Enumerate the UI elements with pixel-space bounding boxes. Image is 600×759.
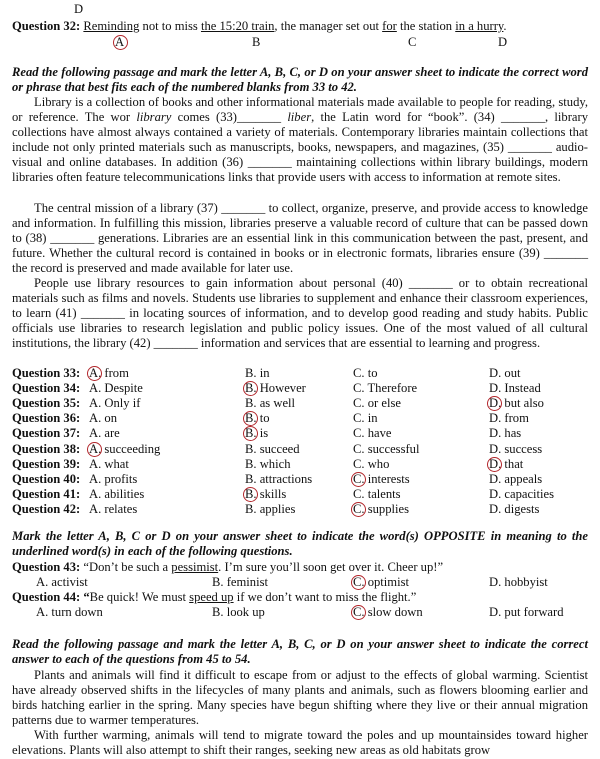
question-row	[12, 411, 588, 426]
paragraph-text: comes (33)_______	[171, 110, 288, 125]
option-text: feminist	[223, 575, 268, 589]
underlined-word: pessimist	[171, 560, 219, 574]
option-letter: C.	[353, 441, 365, 456]
answer-option	[353, 442, 419, 457]
answer-option	[353, 396, 401, 411]
option-letter: A.	[89, 501, 102, 516]
question-label: Question 36:	[12, 411, 81, 426]
option-text: capacities	[501, 486, 555, 501]
question-text: Be quick! We must	[89, 590, 190, 604]
answer-option	[489, 442, 542, 457]
option-text: Instead	[501, 381, 541, 396]
option-letter: B.	[212, 575, 224, 589]
option-text: who	[364, 456, 390, 471]
underlined-word-c: for	[382, 19, 397, 33]
answer-option	[89, 457, 129, 472]
option-letter: C.	[353, 366, 365, 380]
option-text: to	[364, 366, 378, 380]
answer-option	[489, 366, 521, 381]
option-letter: B.	[245, 426, 257, 441]
answer-option	[245, 381, 306, 396]
answer-option	[353, 457, 389, 472]
italic-word: library	[136, 110, 172, 125]
answer-option	[245, 411, 270, 426]
question-row	[12, 457, 588, 472]
question-text: .	[503, 19, 507, 33]
option-letter: A.	[89, 381, 102, 396]
answer-option	[89, 411, 117, 426]
question-44	[12, 590, 416, 605]
answer-option	[89, 487, 144, 502]
answer-option	[89, 396, 140, 411]
option-letter: A.	[89, 486, 102, 501]
option-text: digests	[501, 501, 540, 516]
question-row	[12, 605, 588, 620]
answer-option	[245, 396, 295, 411]
option-text: applies	[256, 501, 296, 516]
option-text: put forward	[501, 605, 564, 619]
option-letter: C.	[353, 381, 365, 396]
answer-option	[353, 366, 378, 381]
option-text: succeeding	[101, 441, 161, 456]
answer-option	[353, 575, 409, 590]
answer-option	[353, 426, 391, 441]
option-text: abilities	[101, 486, 145, 501]
answer-option	[89, 442, 160, 457]
option-letter: C.	[353, 605, 365, 619]
answer-option	[245, 442, 300, 457]
option-letter: B.	[245, 411, 257, 426]
option-letter: B.	[245, 501, 257, 516]
underlined-word-a: Reminding	[83, 19, 140, 33]
option-letter: D.	[489, 366, 502, 380]
option-text: on	[101, 411, 117, 426]
option-letter: A.	[89, 456, 102, 471]
answer-option	[89, 426, 120, 441]
question-label: Question 42:	[12, 501, 81, 516]
question-text: . I’m sure you’ll soon get over it. Cheer up!”	[218, 560, 444, 574]
question-row	[12, 366, 588, 381]
option-letter: D.	[489, 456, 502, 471]
option-text: but also	[501, 396, 544, 411]
passage-1-paragraph-1	[12, 95, 588, 186]
option-letter: B.	[245, 381, 257, 396]
question-row	[12, 396, 588, 411]
option-text: skills	[256, 486, 287, 501]
option-letter: C.	[353, 411, 365, 426]
question-label: Question 33:	[12, 366, 81, 380]
option-text: However	[256, 381, 306, 396]
question-label: Question 44: “	[12, 590, 90, 604]
question-label: Question 35:	[12, 396, 81, 411]
option-letter: D.	[489, 441, 502, 456]
q32-letter-c: C	[408, 35, 417, 49]
passage-1-paragraph-2: The central mission of a library (37) _______ to collect, organize, preserve, and provide access to knowledge and information. In fulfilling this mission, libraries preserve a valuable record of culture that can be passed down to (38) _______ generations. Libraries are an essential link in this communication between the past, present, and future. Whether the cultural record is contained in books or in electronic formats, libraries ensure (39) _______ the record is preserved and made available for later use.	[12, 201, 588, 276]
option-letter: B.	[245, 396, 257, 411]
option-text: as well	[256, 396, 296, 411]
option-text: are	[101, 426, 120, 441]
option-text: to	[256, 411, 270, 426]
option-text: in	[256, 366, 270, 380]
answer-option	[489, 487, 554, 502]
option-text: or else	[364, 396, 401, 411]
option-letter: A.	[89, 411, 102, 426]
answer-option	[245, 472, 312, 487]
q32-letter-b: B	[252, 35, 261, 49]
answer-option	[89, 381, 143, 396]
answer-option	[245, 487, 286, 502]
answer-option	[245, 426, 268, 441]
section-instruction-1: Read the following passage and mark the letter A, B, C, or D on your answer sheet to indicate the correct word or phrase that best fits each of the numbered blanks from 33 to 42.	[12, 65, 588, 95]
option-letter: B.	[245, 456, 257, 471]
option-text: that	[501, 456, 524, 471]
option-letter: C.	[353, 471, 365, 486]
option-letter: D.	[489, 471, 502, 486]
option-letter: A.	[89, 441, 102, 456]
paragraph-text: , the Latin word for “book”. (34) _______, library collections have almost always contained a variety of materials. Contemporary libraries maintain collections that include not only printed materials such as manuscripts, books, newspapers, and magazines, (35) _______ audio-visual and online databases. In addition (36) _______ maintaining collections within library buildings, modern libraries often feature telecommunications links that provide users with access to information at remote sites.	[12, 110, 588, 185]
section-instruction-2: Mark the letter A, B, C or D on your answer sheet to indicate the word(s) OPPOSITE in meaning to the underlined word(s) in each of the following questions.	[12, 529, 588, 559]
option-letter: C.	[353, 501, 365, 516]
answer-option	[489, 575, 548, 590]
option-letter: D.	[489, 411, 502, 426]
option-text: Only if	[101, 396, 141, 411]
question-label: Question 39:	[12, 456, 81, 471]
option-letter: D.	[489, 396, 502, 411]
answer-option	[489, 381, 541, 396]
option-letter: B.	[245, 486, 257, 501]
question-label: Question 32:	[12, 19, 81, 33]
answer-option	[36, 605, 103, 620]
option-letter: C.	[353, 456, 365, 471]
answer-option	[245, 502, 295, 517]
question-label: Question 34:	[12, 381, 81, 396]
question-row	[12, 442, 588, 457]
question-row	[12, 426, 588, 441]
underlined-word: speed up	[189, 590, 234, 604]
passage-1-paragraph-3: People use library resources to gain information about personal (40) _______ or to obtain recreational materials such as films and novels. Students use libraries to supplement and enhance their classroom experiences, to learn (41) _______ in locating sources of information, and to develop good reading and study habits. Public officials use libraries to research legislation and public policy issues. One of the most valued of all cultural institutions, the library (42) _______ information and services that are essential to learning and progress.	[12, 276, 588, 351]
option-text: is	[256, 426, 269, 441]
answer-option	[353, 411, 378, 426]
option-letter: A.	[89, 426, 102, 441]
question-43	[12, 560, 443, 575]
option-letter: C.	[353, 575, 365, 589]
answer-option	[36, 575, 88, 590]
question-row	[12, 487, 588, 502]
option-text: hobbyist	[501, 575, 548, 589]
option-letter: A.	[36, 575, 49, 589]
option-text: out	[501, 366, 521, 380]
question-text: “Don’t be such a	[80, 560, 172, 574]
italic-word: liber	[287, 110, 312, 125]
option-text: attractions	[256, 471, 313, 486]
option-text: relates	[101, 501, 138, 516]
option-text: what	[101, 456, 129, 471]
option-text: slow down	[364, 605, 423, 619]
question-text: not to miss	[139, 19, 201, 33]
question-label: Question 43:	[12, 560, 81, 574]
answer-option	[89, 472, 137, 487]
option-letter: C.	[353, 396, 365, 411]
option-letter: A.	[89, 366, 102, 380]
option-text: look up	[223, 605, 265, 619]
option-letter: B.	[245, 471, 257, 486]
question-row	[12, 502, 588, 517]
option-letter: B.	[212, 605, 224, 619]
answer-option	[489, 605, 564, 620]
option-letter: D.	[489, 381, 502, 396]
question-text: if we don’t want to miss the flight.”	[233, 590, 417, 604]
option-text: success	[501, 441, 543, 456]
option-letter: A.	[36, 605, 49, 619]
option-text: have	[364, 426, 392, 441]
option-text: which	[256, 456, 291, 471]
option-text: activist	[48, 575, 88, 589]
question-32	[12, 19, 507, 34]
passage-2-paragraph-2: With further warming, animals will tend to migrate toward the poles and up mountainsides toward higher elevations. Plants will also attempt to shift their ranges, seeking new areas as old habitats grow	[12, 728, 588, 758]
answer-option	[353, 381, 417, 396]
option-text: Therefore	[364, 381, 418, 396]
option-text: appeals	[501, 471, 543, 486]
option-letter: D.	[489, 486, 502, 501]
circled-answer-mark: A	[115, 35, 125, 49]
option-letter: D.	[489, 605, 502, 619]
option-text: successful	[364, 441, 420, 456]
answer-option	[489, 396, 544, 411]
option-letter: B.	[245, 441, 257, 456]
question-label: Question 37:	[12, 426, 81, 441]
answer-option	[489, 426, 521, 441]
option-letter: D.	[489, 575, 502, 589]
answer-option	[212, 605, 265, 620]
underlined-word-b: the 15:20 train	[200, 19, 275, 33]
question-label: Question 38:	[12, 441, 81, 456]
option-text: talents	[364, 486, 401, 501]
question-text: the station	[396, 19, 456, 33]
answer-option	[89, 502, 137, 517]
answer-option	[353, 472, 410, 487]
option-text: has	[501, 426, 522, 441]
answer-option	[353, 605, 423, 620]
answer-option	[489, 502, 539, 517]
option-text: profits	[101, 471, 138, 486]
answer-option	[489, 472, 542, 487]
answer-option	[89, 366, 129, 381]
option-letter: A.	[89, 471, 102, 486]
option-letter: C.	[353, 426, 365, 441]
paragraph-text: Library is a collection of books and other informational materials made available to people for reading, study, or reference. The wor	[12, 95, 588, 125]
option-letter: B.	[245, 366, 257, 380]
option-letter: C.	[353, 486, 365, 501]
q32-letter-a	[115, 35, 124, 50]
answer-option	[245, 457, 291, 472]
passage-2-paragraph-1: Plants and animals will find it difficult to escape from or adjust to the effects of global warming. Scientist have already observed shifts in the lifecycles of many plants and animals, such as flowers blooming earlier and birds hatching earlier in the spring. Many species have begun shifting where they live or their annual migration patterns due to warmer temperatures.	[12, 668, 588, 728]
answer-option	[353, 502, 409, 517]
option-text: interests	[364, 471, 410, 486]
option-letter: D.	[489, 501, 502, 516]
question-row	[12, 575, 588, 590]
question-row	[12, 381, 588, 396]
option-letter: D.	[489, 426, 502, 441]
answer-option	[489, 457, 523, 472]
option-text: supplies	[364, 501, 409, 516]
answer-option	[489, 411, 529, 426]
question-row	[12, 472, 588, 487]
previous-answer-letter: D	[74, 2, 84, 16]
answer-option	[353, 487, 401, 502]
option-text: from	[501, 411, 529, 426]
option-text: succeed	[256, 441, 300, 456]
option-text: Despite	[101, 381, 143, 396]
question-label: Question 41:	[12, 486, 81, 501]
q32-letter-d: D	[498, 35, 508, 49]
option-text: in	[364, 411, 378, 426]
option-text: from	[101, 366, 129, 380]
option-text: turn down	[48, 605, 103, 619]
option-letter: A.	[89, 396, 102, 411]
answer-option	[212, 575, 268, 590]
underlined-word-d: in a hurry	[455, 19, 504, 33]
option-text: optimist	[364, 575, 409, 589]
question-text: , the manager set out	[274, 19, 383, 33]
question-label: Question 40:	[12, 471, 81, 486]
answer-option	[245, 366, 270, 381]
section-instruction-3: Read the following passage and mark the letter A, B, C, or D on your answer sheet to indicate the correct answer to each of the questions from 45 to 54.	[12, 637, 588, 667]
